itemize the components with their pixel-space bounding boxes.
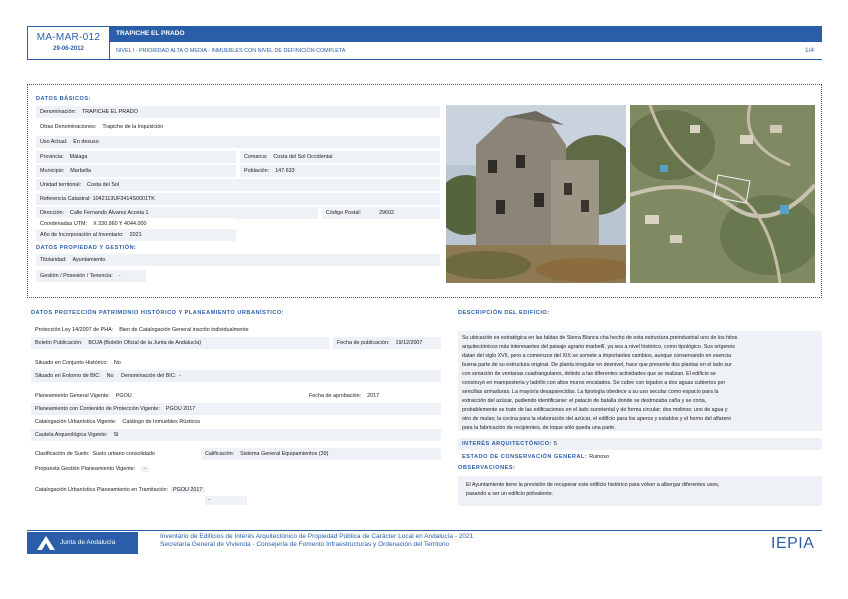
refcat-value: 1042113UF3414S0001TK (92, 196, 155, 202)
unidad-label: Unidad territorial: (40, 182, 82, 188)
description-line: probablemente se trate de las edificaciones en el lado suroriental y de forma circular; dos molinos: uno de agua y (462, 407, 728, 413)
description-line: buena parte de su estructura original. De planta irregular en desnivel, hace que presente dos plantas en el lado sur (462, 362, 732, 368)
description-text (458, 331, 822, 431)
fecha-apr-row (305, 390, 441, 402)
cp-value: 29602 (379, 210, 395, 216)
tramit-label: Catalogación Urbanística Planeamiento en Tramitación: (35, 487, 169, 493)
calif-value: Sistema General Equipamientos (39) (240, 451, 329, 457)
uso-row (36, 136, 440, 148)
cautela-label: Cautela Arqueológica Vigente: (35, 432, 108, 438)
otras-value: Trapiche de la Inquisición (102, 124, 164, 130)
title-band (110, 26, 822, 42)
conjunto-row (31, 357, 231, 369)
building-code: MA-MAR-012 (36, 32, 101, 43)
comarca-label: Comarca: (244, 154, 268, 160)
cp-label: Código Postal: (326, 210, 362, 216)
poblacion-value: 147.633 (275, 168, 295, 174)
page-number: 1/4 (805, 47, 815, 54)
conjunto-value: No (113, 360, 121, 366)
ley-label: Protección Ley 14/2007 de PHA: (35, 327, 114, 333)
description-line: extracción del azúcar, pudiendo identificarse: el patacio de batalla donde se destrozaba caña y se corta, (462, 398, 707, 404)
municipio-row (36, 165, 236, 177)
description-line: para la fabricación de recipientes, de loque sólo queda una parte. (462, 425, 616, 431)
description-line: datan del siglo XVII, pero a comienzos del XIX se somete a importantes cambios, aunque conservando en esencia (462, 353, 732, 359)
provincia-label: Provincia: (40, 154, 64, 160)
catalog-row (31, 416, 441, 428)
observaciones-text (458, 476, 822, 506)
cautela-value: SI (113, 432, 119, 438)
boletin-value: BOJA (Boletín Oficial de la Junta de Andalucía) (88, 340, 202, 346)
gestion-value: - (118, 273, 121, 279)
basic-data-title: DATOS BÁSICOS: (36, 96, 91, 102)
ley-value: Bien de Catalogación General inscrito individualmente (119, 327, 249, 333)
poblacion-label: Población: (244, 168, 270, 174)
denominacion-value: TRAPICHE EL PRADO (81, 109, 138, 115)
fecha-apr-label: Fecha de aprobación: (309, 393, 362, 399)
observation-line: El Ayuntamiento tiene la previsión de recuperar este edificio histórico para volver a albergar diferentes usos, (466, 482, 720, 488)
plan-value: PGOU (115, 393, 132, 399)
conjunto-label: Situado en Conjunto Histórico: (35, 360, 108, 366)
plan-prot-label: Planeamiento con Contenido de Protección Vigente: (35, 406, 160, 412)
propuesta-label: Propuesta Gestión Planeamiento Vigente: (35, 466, 136, 472)
boletin-row (31, 337, 329, 349)
iepia-brand: IEPIA (771, 535, 815, 552)
footer-line-1: Inventario de Edificios de Interés Arquitectónico de Propiedad Pública de Carácter Local en Andalucía - 2021 (160, 533, 474, 540)
entorno-row (31, 370, 441, 382)
anio-value: 2021 (129, 232, 142, 238)
denom-bic-label: Denominación del BIC: (121, 373, 177, 379)
estado-row (458, 451, 822, 463)
poblacion-row (240, 165, 440, 177)
aerial-map-image (630, 105, 815, 283)
building-photo (446, 105, 626, 283)
description-line: construyó en mampostería y ladrillo con altos muros encalados. Se cubre con tejados a dos aguas cubiertos por (462, 380, 726, 386)
level-subtitle: NIVEL I - PRIORIDAD ALTA O MEDIA - INMUEBLES CON NIVEL DE DEFINICIÓN COMPLETA (116, 48, 346, 54)
municipio-value: Marbella (70, 168, 91, 174)
propuesta-value: - (141, 466, 149, 472)
tramit-value: PGOU 2017 (170, 487, 205, 493)
otras-label: Otras Denominaciones: (40, 124, 97, 130)
fecha-apr-value: 2017 (367, 393, 380, 399)
building-code-box (27, 26, 110, 60)
comarca-value: Costa del Sol Occidental (273, 154, 333, 160)
footer-credits (160, 533, 473, 549)
description-line: arquitectónicos más interesantes del paisaje agrario marbellí, ya sea a nivel histórico, como tipológico. Sus orígenes (462, 344, 735, 350)
interes-label: INTERÉS ARQUITECTÓNICO: (462, 441, 552, 447)
observation-line: pasando a ser un edificio polivalente. (466, 491, 554, 497)
otras-row (36, 121, 440, 133)
gestion-row (36, 270, 146, 282)
cautela-row (31, 429, 441, 441)
page-title: TRAPICHE EL PRADO (116, 30, 185, 37)
junta-emblem-icon (37, 536, 55, 550)
gestion-label: Gestión / Posesión / Tenencia: (40, 273, 113, 279)
description-line: con seriación de ventanas cuadrangulares, debido a las diferentes actividades que se realizan. El edificio se (462, 371, 716, 377)
aerial-photo (630, 105, 815, 283)
anio-row (36, 229, 236, 241)
entorno-label: Situado en Entorno de BIC: (35, 373, 101, 379)
estado-label: ESTADO DE CONSERVACIÓN GENERAL: (462, 454, 588, 460)
unidad-value: Costa del Sol (87, 182, 120, 188)
plan-prot-row (31, 403, 441, 415)
ruin-building-image (446, 105, 626, 283)
footer-line-2: Secretaría General de Vivienda · Consejería de Fomento Infraestructuras y Ordenación del Territorio (160, 541, 450, 548)
observaciones-title: OBSERVACIONES: (458, 465, 516, 471)
calif-label: Calificación: (205, 451, 235, 457)
junta-logo (27, 532, 138, 554)
refcat-row (36, 193, 440, 205)
tramit-extra: - (205, 496, 247, 505)
interes-row (458, 438, 822, 450)
provincia-row (36, 151, 236, 163)
uso-value: En desuso (73, 139, 99, 145)
ley-row (31, 324, 441, 336)
fecha-pub-row (333, 337, 441, 349)
estado-value: Ruinoso (589, 454, 609, 460)
unidad-row (36, 179, 440, 191)
clasif-label: Clasificación de Suelo: (35, 451, 90, 457)
municipio-label: Municipio: (40, 168, 65, 174)
ownership-title: DATOS PROPIEDAD Y GESTIÓN: (36, 245, 137, 251)
refcat-label: Referencia Catastral: (40, 196, 91, 202)
description-line: sencillas armaduras. La mayoría desaparecidas. La tipología obedece a su uso secular como espacio para la (462, 389, 719, 395)
direccion-value: Calle Fernando Álvarez Acosta 1 (69, 210, 149, 216)
cp-row (322, 207, 440, 219)
fecha-pub-label: Fecha de publicación: (337, 340, 390, 346)
protection-title: DATOS PROTECCIÓN PATRIMONIO HISTÓRICO Y PLANEAMIENTO URBANÍSTICO: (31, 310, 285, 316)
clasif-row (31, 448, 197, 460)
comarca-row (240, 151, 440, 163)
denom-bic-value: - (179, 373, 181, 379)
logo-text: Junta de Andalucía (60, 539, 116, 546)
titularidad-row (36, 254, 440, 266)
titularidad-label: Titularidad: (40, 257, 67, 263)
header-divider (110, 59, 822, 60)
catalog-label: Catalogación Urbanística Vigente: (35, 419, 117, 425)
description-line: Su ubicación es estratégica en las faldas de Sierra Blanca cha hecho de esta estructura preindustrial uno de los hitos (462, 335, 738, 341)
catalog-value: Catálogo de Inmuebles Rústicos (122, 419, 201, 425)
utm-value: X 330.960 Y 4044.000 (93, 221, 147, 227)
clasif-value: Suelo urbano consolidado (92, 451, 155, 457)
plan-prot-value: PGOU 2017 (165, 406, 196, 412)
record-date: 29-06-2012 (53, 46, 84, 52)
interes-value: 5 (553, 441, 557, 447)
description-title: DESCRIPCIÓN DEL EDIFICIO: (458, 310, 550, 316)
titularidad-value: Ayuntamiento (72, 257, 106, 263)
description-line: otro de mulas; la cocina para la elaboración del azúcar, el edificio para los aperos y establos y el horno del alfarero (462, 416, 732, 422)
direccion-label: Dirección: (40, 210, 64, 216)
provincia-value: Málaga (69, 154, 88, 160)
plan-label: Planeamiento General Vigente: (35, 393, 110, 399)
fecha-pub-value: 19/12/2007 (395, 340, 423, 346)
entorno-value: No (106, 373, 114, 379)
calif-row (201, 448, 441, 460)
anio-label: Año de Incorporación al Inventario: (40, 232, 124, 238)
propuesta-row (31, 463, 179, 475)
utm-label: Coordenadas UTM: (40, 221, 88, 227)
footer-divider (27, 530, 822, 531)
boletin-label: Boletín Publicación: (35, 340, 83, 346)
plan-row (31, 390, 301, 402)
denominacion-label: Denominación: (40, 109, 76, 115)
denominacion-row (36, 106, 440, 118)
uso-label: Uso Actual: (40, 139, 68, 145)
